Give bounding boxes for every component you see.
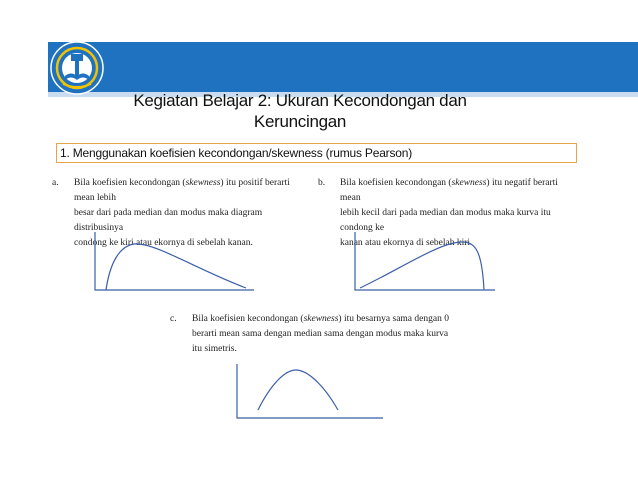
diagram-axes — [237, 364, 383, 418]
skew-curve — [106, 244, 246, 290]
item-b — [318, 176, 578, 248]
section-heading: 1. Menggunakan koefisien kecondongan/skewness (rumus Pearson) — [56, 143, 577, 163]
item-line: itu simetris. — [192, 344, 237, 354]
item-line: besar dari pada median dan modus maka diagram distribusinya — [74, 208, 263, 233]
skew-curve — [360, 242, 484, 290]
university-emblem-icon — [49, 40, 105, 96]
item-a — [52, 176, 297, 248]
item-letter: c. — [170, 314, 177, 324]
diagram-axes — [355, 232, 495, 290]
item-line: lebih kecil dari pada median dan modus maka kurva itu condong ke — [340, 208, 551, 233]
item-line: berarti mean sama dengan median sama dengan modus maka kurva — [192, 329, 449, 339]
header-band — [48, 42, 638, 92]
item-line: condong ke kiri atau ekornya di sebelah kanan. — [74, 238, 253, 248]
item-text — [192, 312, 449, 357]
page-title — [100, 90, 500, 132]
title-line-1: Kegiatan Belajar 2: Ukuran Kecondongan dan — [133, 91, 467, 110]
item-line: Bila koefisien kecondongan (skewness) itu besarnya sama dengan 0 — [192, 314, 449, 324]
title-line-2: Keruncingan — [253, 112, 347, 131]
item-letter: b. — [318, 178, 326, 188]
symmetric-diagram — [236, 364, 383, 420]
item-line: Bila koefisien kecondongan (skewness) itu negatif berarti mean — [340, 178, 558, 203]
item-c — [170, 312, 470, 362]
item-line: kanan atau ekornya di sebelah kiri. — [340, 238, 473, 248]
symmetric-curve — [258, 370, 338, 410]
positive-skew-diagram — [94, 232, 254, 292]
negative-skew-diagram — [354, 232, 495, 292]
item-line: Bila koefisien kecondongan (skewness) itu positif berarti mean lebih — [74, 178, 290, 203]
item-letter: a. — [52, 178, 59, 188]
